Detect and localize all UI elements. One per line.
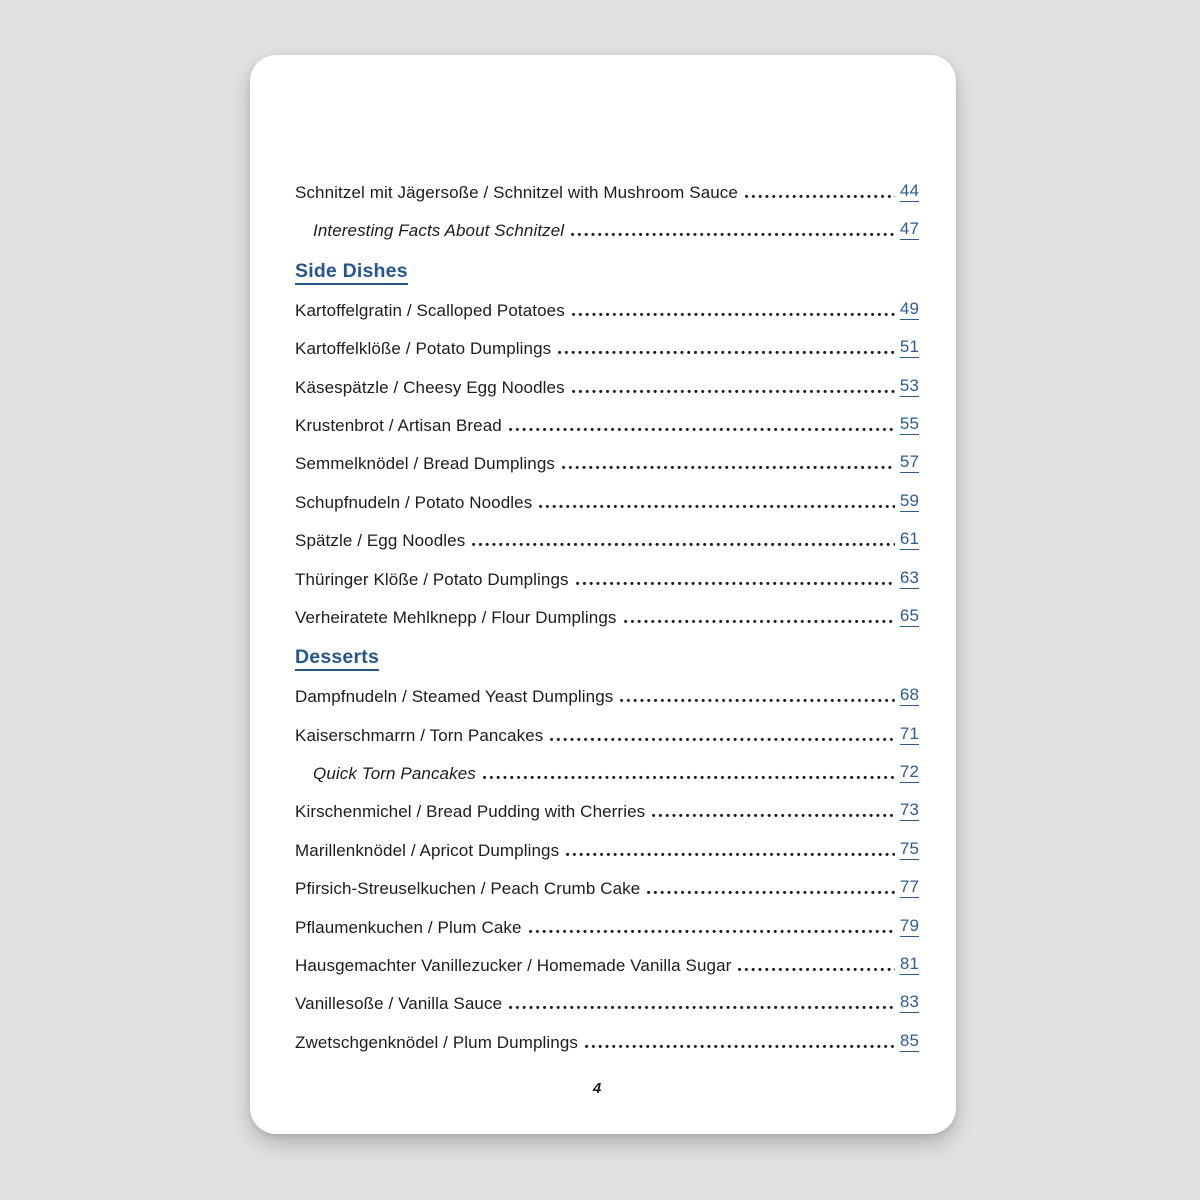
toc-page [250,55,956,1134]
table-of-contents [295,182,919,1070]
toc-entry-title: Kirschenmichel / Bread Pudding with Cherries [295,802,646,822]
dot-leader [566,851,895,858]
toc-page-number-link[interactable]: 85 [899,1030,919,1050]
toc-entry-row [295,955,919,975]
toc-entry-row [295,415,919,435]
dot-leader [509,1004,895,1011]
dot-leader [745,193,895,200]
dot-leader [558,349,895,356]
toc-page-number-link[interactable]: 75 [899,838,919,858]
toc-entry-row [295,686,919,706]
toc-page-number-link[interactable]: 59 [899,490,919,510]
toc-entry-row [295,569,919,589]
toc-page-number-link[interactable]: 53 [899,375,919,395]
dot-leader [647,889,895,896]
toc-entry-row [295,725,919,745]
toc-entry-title: Thüringer Klöße / Potato Dumplings [295,569,569,589]
toc-entry-title: Marillenknödel / Apricot Dumplings [295,840,560,860]
toc-page-number-link[interactable]: 68 [899,685,919,705]
dot-leader [652,812,895,819]
toc-entry-title: Spätzle / Egg Noodles [295,531,466,551]
section-heading-link[interactable]: Desserts [295,646,379,671]
toc-entry-row [295,993,919,1013]
toc-entry-row [295,530,919,550]
section-heading [295,645,919,671]
toc-page-number-link[interactable]: 81 [899,954,919,974]
toc-page-number-link[interactable]: 73 [899,800,919,820]
toc-entry-row [295,453,919,473]
toc-entry-title: Pflaumenkuchen / Plum Cake [295,917,522,937]
toc-page-number-link[interactable]: 55 [899,413,919,433]
toc-page-number-link[interactable]: 57 [899,452,919,472]
toc-entry-title: Kartoffelklöße / Potato Dumplings [295,339,552,359]
toc-page-number-link[interactable]: 65 [899,605,919,625]
section-heading [295,259,919,285]
dot-leader [509,426,895,433]
toc-page-number-link[interactable]: 61 [899,529,919,549]
toc-entry-row [295,1032,919,1052]
toc-entry-row [295,840,919,860]
toc-entry-title: Kartoffelgratin / Scalloped Potatoes [295,300,565,320]
toc-entry-title: Schnitzel mit Jägersoße / Schnitzel with Mushroom Sauce [295,183,738,202]
toc-entry-title: Semmelknödel / Bread Dumplings [295,454,556,474]
toc-entry-title: Verheiratete Mehlknepp / Flour Dumplings [295,607,617,627]
dot-leader [576,580,895,587]
toc-entry-title: Dampfnudeln / Steamed Yeast Dumplings [295,687,614,707]
dot-leader [472,541,895,548]
toc-page-number-link[interactable]: 44 [899,181,919,200]
toc-entry-row [295,878,919,898]
toc-entry-row [295,300,919,320]
dot-leader [571,231,895,238]
toc-page-number-link[interactable]: 51 [899,337,919,357]
toc-entry-title: Käsespätzle / Cheesy Egg Noodles [295,377,565,397]
toc-entry-row [295,492,919,512]
dot-leader [550,736,895,743]
toc-entry-title: Quick Torn Pancakes [313,764,476,784]
toc-page-number-link[interactable]: 72 [899,762,919,782]
dot-leader [738,966,894,973]
toc-page-number-link[interactable]: 71 [899,723,919,743]
page-number: 4 [592,1080,602,1097]
dot-leader [539,503,895,510]
toc-page-number-link[interactable]: 47 [899,219,919,239]
toc-entry-row [295,377,919,397]
dot-leader [624,618,895,625]
toc-entry-row [295,182,919,202]
toc-entry-title: Pfirsich-Streuselkuchen / Peach Crumb Cake [295,879,641,899]
toc-entry-title: Kaiserschmarrn / Torn Pancakes [295,725,544,745]
toc-page-number-link[interactable]: 77 [899,877,919,897]
toc-page-number-link[interactable]: 79 [899,915,919,935]
section-heading-link[interactable]: Side Dishes [295,260,408,285]
toc-entry-row [295,801,919,821]
toc-entry-title: Hausgemachter Vanillezucker / Homemade Vanilla Sugar [295,956,732,976]
toc-entry-title: Zwetschgenknödel / Plum Dumplings [295,1032,578,1052]
toc-entry-title: Interesting Facts About Schnitzel [313,221,565,241]
dot-leader [483,774,895,781]
toc-page-number-link[interactable]: 83 [899,992,919,1012]
toc-entry-row [295,763,919,783]
toc-entry-row [295,607,919,627]
toc-page-number-link[interactable]: 49 [899,298,919,318]
dot-leader [572,311,895,318]
toc-entry-title: Schupfnudeln / Potato Noodles [295,492,533,512]
toc-entry-row [295,220,919,240]
dot-leader [562,464,895,471]
toc-entry-row [295,338,919,358]
toc-entry-title: Vanillesoße / Vanilla Sauce [295,994,503,1014]
toc-entry-row [295,917,919,937]
toc-entry-title: Krustenbrot / Artisan Bread [295,415,502,435]
dot-leader [585,1043,895,1050]
dot-leader [572,388,895,395]
dot-leader [529,928,895,935]
dot-leader [620,697,895,704]
toc-page-number-link[interactable]: 63 [899,567,919,587]
